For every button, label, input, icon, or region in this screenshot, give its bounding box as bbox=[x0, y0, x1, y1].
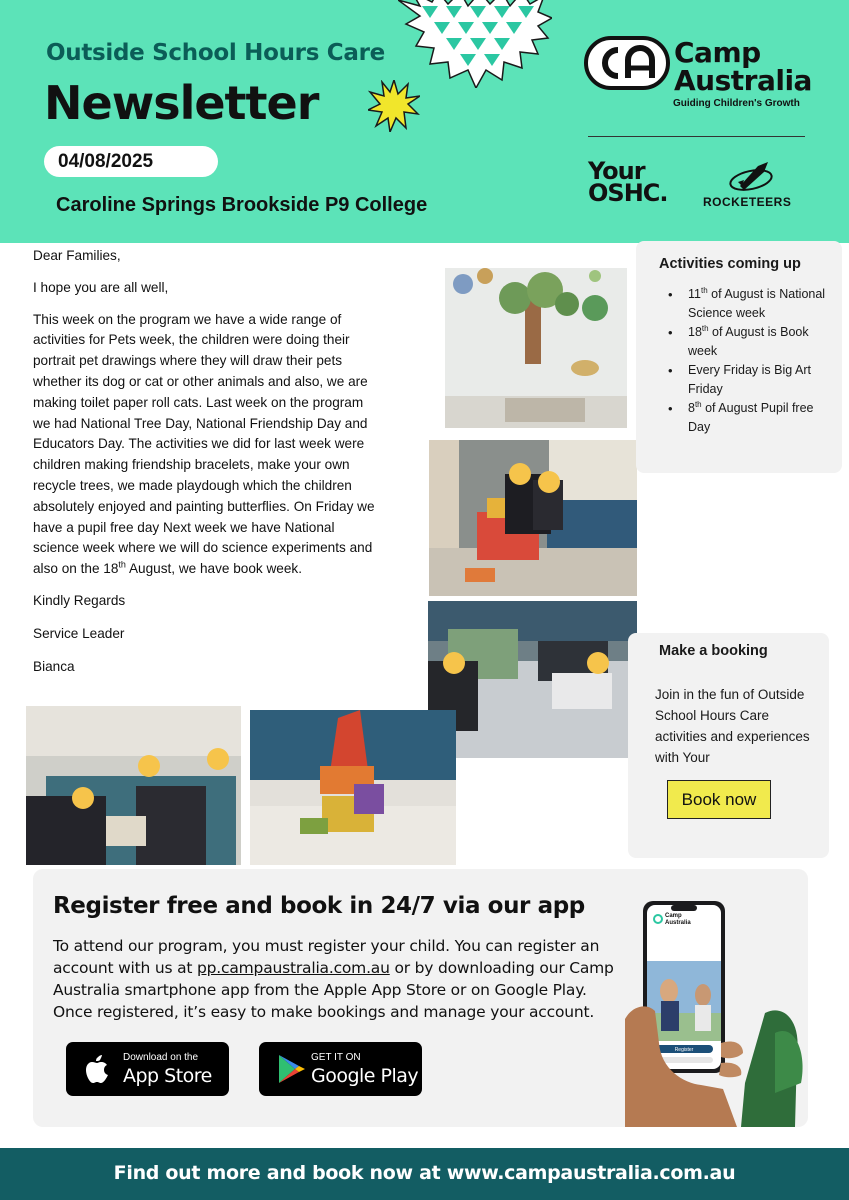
camp-australia-logo bbox=[584, 36, 812, 112]
newsletter-subtitle: Outside School Hours Care bbox=[46, 40, 385, 66]
apple-icon bbox=[82, 1053, 114, 1085]
letter-opening: I hope you are all well, bbox=[33, 279, 169, 295]
footer-link[interactable]: Find out more and book now at www.campaustralia.com.au bbox=[113, 1162, 736, 1184]
your-oshc-line2: OSHC. bbox=[588, 179, 668, 207]
school-name: Caroline Springs Brookside P9 College bbox=[56, 194, 428, 216]
your-oshc-logo bbox=[588, 157, 668, 207]
google-play-small-text: GET IT ON bbox=[311, 1052, 361, 1063]
photo-tree-wall-art bbox=[445, 268, 627, 428]
camp-australia-logo-mark-icon bbox=[584, 36, 670, 90]
activities-list bbox=[668, 285, 828, 437]
activity-item: • 11th of August is National Science week bbox=[668, 285, 828, 323]
letter-closing: Kindly Regards bbox=[33, 592, 126, 608]
letter-role: Service Leader bbox=[33, 625, 125, 641]
letter-signature: Bianca bbox=[33, 658, 75, 674]
register-title: Register free and book in 24/7 via our app bbox=[53, 893, 585, 919]
phone-brand-line2: Australia bbox=[665, 920, 691, 926]
photo-children-magnetic-tiles bbox=[429, 440, 637, 596]
brand-word-australia: Australia bbox=[674, 64, 812, 97]
triangle-star-icon bbox=[398, 0, 552, 88]
sun-icon bbox=[368, 80, 420, 132]
booking-heading: Make a booking bbox=[659, 643, 768, 659]
activity-item: • Every Friday is Big Art Friday bbox=[668, 361, 828, 399]
app-store-small-text: Download on the bbox=[123, 1052, 199, 1063]
booking-text: Join in the fun of Outside School Hours Care activities and experiences with Your bbox=[655, 687, 810, 765]
registration-link[interactable]: pp.campaustralia.com.au bbox=[197, 959, 390, 977]
newsletter-date: 04/08/2025 bbox=[44, 146, 218, 177]
activity-item: • 8th of August Pupil free Day bbox=[668, 399, 828, 437]
photo-tile-tower bbox=[250, 710, 456, 865]
photo-children-drawing bbox=[428, 601, 637, 758]
footer-bar bbox=[0, 1148, 849, 1200]
google-play-large-text: Google Play bbox=[311, 1065, 419, 1087]
brand-word-camp: Camp bbox=[674, 36, 761, 69]
google-play-icon bbox=[275, 1053, 307, 1085]
phone-illustration-icon bbox=[625, 893, 807, 1127]
register-panel bbox=[33, 869, 808, 1127]
rocketeers-logo: ROCKETEERS bbox=[703, 195, 792, 209]
photo-children-craft-table bbox=[26, 706, 241, 865]
letter-body: This week on the program we have a wide range of activities for Pets week, the children were doing their portrait pet drawings where they will draw their pets whether its dog or cat or other animals and also, we are making toilet paper roll cats. Last week on the program we had National Tree Day, National Friendship Day and Educators Day. The activities we did for last week were children making friendship bracelets, make your own recycle trees, we made playdough which the children absolutely enjoyed and painting butterflies. On Friday we have a pupil free day Next week we have National science week where we will do science experiments and also on the 18th August, we have book week. bbox=[33, 311, 375, 577]
activities-heading: Activities coming up bbox=[659, 256, 801, 272]
phone-in-hand-illustration bbox=[625, 893, 807, 1127]
app-store-button[interactable] bbox=[66, 1042, 229, 1096]
book-now-button[interactable]: Book now bbox=[667, 780, 771, 819]
phone-register-label: Register bbox=[674, 1047, 694, 1053]
newsletter-header bbox=[0, 0, 849, 243]
register-text: To attend our program, you must register your child. You can register an account with us at pp.campaustralia.com.au or by downloading our Camp Australia smartphone app from the Apple App Store or on Google Play. Once registered, it’s easy to make bookings and manage your account. bbox=[53, 937, 614, 1021]
activity-item: • 18th of August is Book week bbox=[668, 323, 828, 361]
your-oshc-line1: Your bbox=[588, 157, 645, 185]
newsletter-title: Newsletter bbox=[44, 76, 319, 130]
rocket-icon bbox=[728, 160, 774, 194]
google-play-button[interactable] bbox=[259, 1042, 422, 1096]
brand-tagline: Guiding Children's Growth bbox=[673, 98, 800, 109]
header-divider bbox=[588, 136, 805, 137]
letter-greeting: Dear Families, bbox=[33, 248, 121, 263]
app-store-large-text: App Store bbox=[123, 1065, 212, 1087]
activities-panel bbox=[636, 241, 842, 473]
phone-brand-line1: Camp bbox=[665, 913, 682, 919]
booking-panel bbox=[628, 633, 829, 858]
letter-text bbox=[33, 246, 378, 688]
